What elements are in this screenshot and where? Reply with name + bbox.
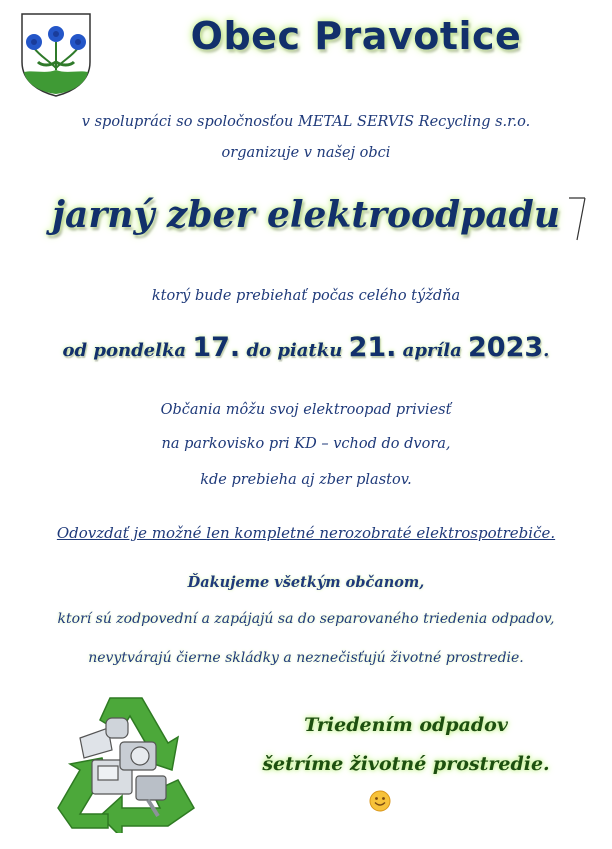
dates-suffix: . [543,340,550,361]
slogan-line-2: šetríme životné prostredie. [262,753,550,775]
event-headline: jarný zber elektroodpadu [51,194,561,236]
notice-line: Odovzdať je možné len kompletné nerozobraté elektrospotrebiče. [56,524,556,542]
intro-line-2: organizuje v našej obci [221,145,391,161]
coat-of-arms-icon [20,12,92,98]
thanks-line-2: nevytvárajú čierne skládky a neznečisťujú životné prostredie. [88,650,524,666]
page-title: Obec Pravotice [190,14,522,58]
end-day: 21. [348,332,397,363]
dates-prefix: od pondelka [62,340,193,361]
start-day: 17. [192,332,241,363]
location-line-2: na parkovisko pri KD – vchod do dvora, [161,436,451,452]
event-dates [0,332,612,363]
text-cursor-mark [567,196,587,242]
duration-line: ktorý bude prebiehať počas celého týždňa [151,288,461,304]
dates-middle: do piatku [240,340,349,361]
location-line-3: kde prebieha aj zber plastov. [200,472,412,488]
location-line-1: Občania môžu svoj elektroopad priviesť [160,402,452,418]
recycle-electronics-icon [50,688,200,833]
thanks-heading: Ďakujeme všetkým občanom, [187,574,425,591]
slogan-line-1: Triedením odpadov [304,714,508,736]
thanks-line-1: ktorí sú zodpovední a zapájajú sa do separovaného triedenia odpadov, [57,611,555,627]
intro-line-1: v spolupráci so spoločnosťou METAL SERVIS Recycling s.r.o. [81,114,531,130]
dates-month: apríla [396,340,469,361]
smiley-icon [369,790,391,812]
year: 2023 [468,332,544,363]
